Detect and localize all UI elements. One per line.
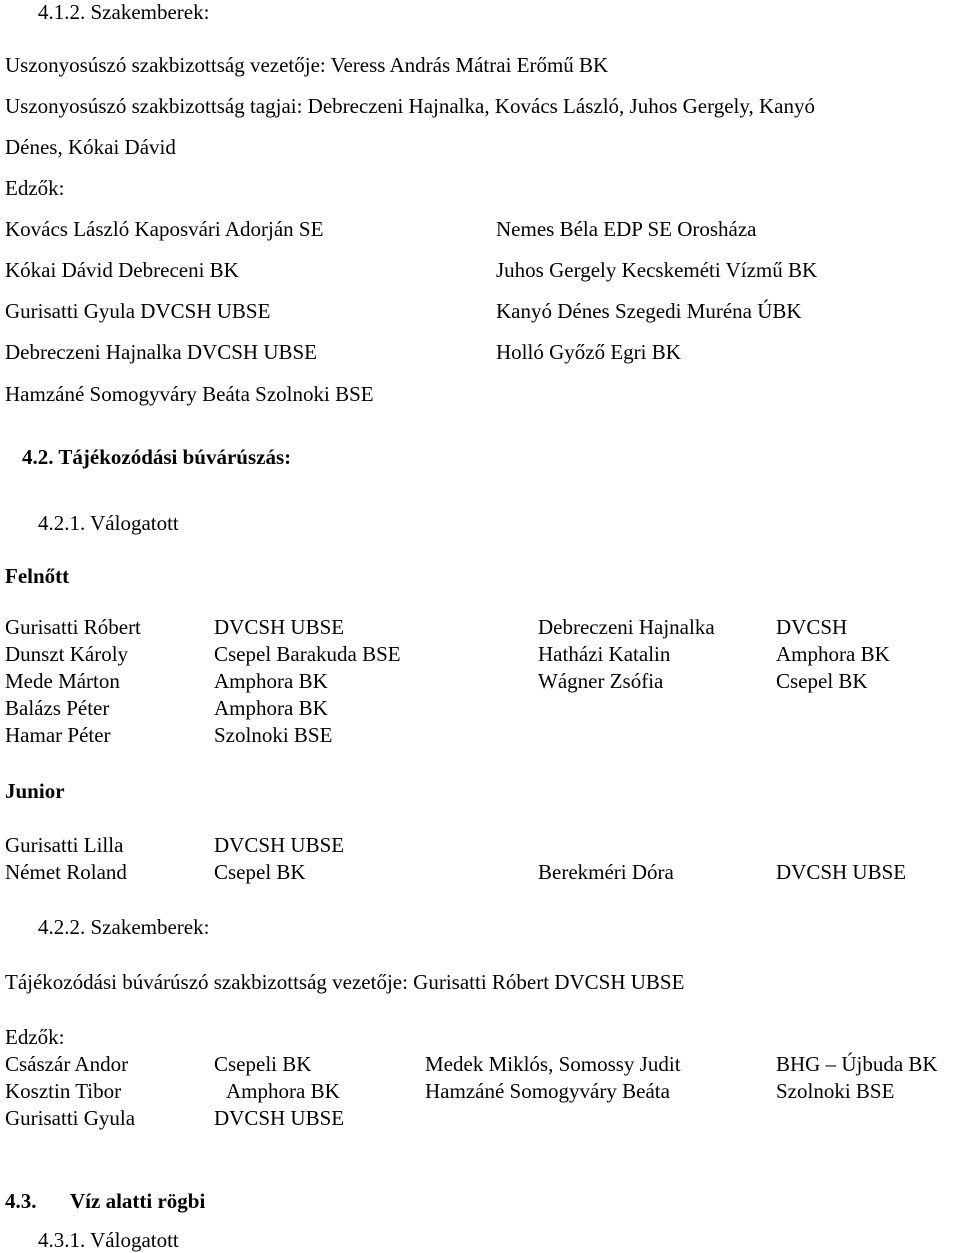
coach-right-2: Juhos Gergely Kecskeméti Vízmű BK — [496, 258, 818, 282]
junior-row-2-club2: DVCSH UBSE — [776, 860, 907, 884]
coach-row-1-club2: BHG – Újbuda BK — [776, 1052, 938, 1076]
coach-row-1-name2: Medek Miklós, Somossy Judit — [425, 1052, 681, 1076]
coach-left-4: Debreczeni Hajnalka DVCSH UBSE — [5, 340, 318, 364]
coach-right-1: Nemes Béla EDP SE Orosháza — [496, 217, 757, 241]
coach-left-2: Kókai Dávid Debreceni BK — [5, 258, 239, 282]
junior-row-1-name: Gurisatti Lilla — [5, 833, 124, 857]
junior-row-2-name: Német Roland — [5, 860, 127, 884]
coach-row-3-club: DVCSH UBSE — [214, 1106, 345, 1130]
felnott-row-2-name: Dunszt Károly — [5, 642, 129, 666]
felnott-row-1-name: Gurisatti Róbert — [5, 615, 141, 639]
section-title-4-3: Víz alatti rögbi — [70, 1189, 206, 1213]
coach-row-2-club: Amphora BK — [226, 1079, 340, 1103]
subsection-heading-4-2-1: 4.2.1. Válogatott — [38, 511, 179, 535]
junior-row-2-club: Csepel BK — [214, 860, 306, 884]
felnott-row-4-club: Amphora BK — [214, 696, 328, 720]
coach-row-2-name: Kosztin Tibor — [5, 1079, 122, 1103]
coaches-label-2: Edzők: — [5, 1025, 65, 1049]
section-number-4-3: 4.3. — [5, 1189, 37, 1213]
coach-row-1-club: Csepeli BK — [214, 1052, 312, 1076]
section-heading-4-1-2: 4.1.2. Szakemberek: — [38, 0, 210, 24]
section-heading-4-2: 4.2. Tájékozódási búvárúszás: — [22, 445, 292, 469]
felnott-row-2-club: Csepel Barakuda BSE — [214, 642, 401, 666]
felnott-row-1-club: DVCSH UBSE — [214, 615, 345, 639]
fin-committee-leader: Uszonyosúszó szakbizottság vezetője: Veress András Mátrai Erőmű BK — [5, 53, 609, 77]
felnott-label: Felnőtt — [5, 564, 70, 588]
coach-left-1: Kovács László Kaposvári Adorján SE — [5, 217, 324, 241]
subsection-heading-4-3-1: 4.3.1. Válogatott — [38, 1228, 179, 1252]
coach-left-3: Gurisatti Gyula DVCSH UBSE — [5, 299, 271, 323]
coach-row-2-club2: Szolnoki BSE — [776, 1079, 895, 1103]
coaches-label: Edzők: — [5, 176, 65, 200]
felnott-row-3-name: Mede Márton — [5, 669, 120, 693]
felnott-row-2-name2: Hatházi Katalin — [538, 642, 671, 666]
felnott-row-1-club2: DVCSH — [776, 615, 848, 639]
coach-left-5: Hamzáné Somogyváry Beáta Szolnoki BSE — [5, 382, 374, 406]
felnott-row-3-name2: Wágner Zsófia — [538, 669, 664, 693]
felnott-row-5-club: Szolnoki BSE — [214, 723, 333, 747]
orienteering-committee-leader: Tájékozódási búvárúszó szakbizottság vezetője: Gurisatti Róbert DVCSH UBSE — [5, 970, 685, 994]
junior-label: Junior — [5, 779, 65, 803]
fin-committee-members-line1: Uszonyosúszó szakbizottság tagjai: Debreczeni Hajnalka, Kovács László, Juhos Gergely, Kanyó — [5, 94, 816, 118]
coach-row-2-name2: Hamzáné Somogyváry Beáta — [425, 1079, 670, 1103]
subsection-heading-4-2-2: 4.2.2. Szakemberek: — [38, 915, 210, 939]
felnott-row-1-name2: Debreczeni Hajnalka — [538, 615, 715, 639]
coach-row-1-name: Császár Andor — [5, 1052, 129, 1076]
felnott-row-5-name: Hamar Péter — [5, 723, 111, 747]
coach-right-3: Kanyó Dénes Szegedi Muréna ÚBK — [496, 299, 802, 323]
junior-row-2-name2: Berekméri Dóra — [538, 860, 674, 884]
fin-committee-members-line2: Dénes, Kókai Dávid — [5, 135, 176, 159]
felnott-row-2-club2: Amphora BK — [776, 642, 890, 666]
coach-row-3-name: Gurisatti Gyula — [5, 1106, 136, 1130]
felnott-row-4-name: Balázs Péter — [5, 696, 110, 720]
felnott-row-3-club: Amphora BK — [214, 669, 328, 693]
junior-row-1-club: DVCSH UBSE — [214, 833, 345, 857]
felnott-row-3-club2: Csepel BK — [776, 669, 868, 693]
coach-right-4: Holló Győző Egri BK — [496, 340, 681, 364]
